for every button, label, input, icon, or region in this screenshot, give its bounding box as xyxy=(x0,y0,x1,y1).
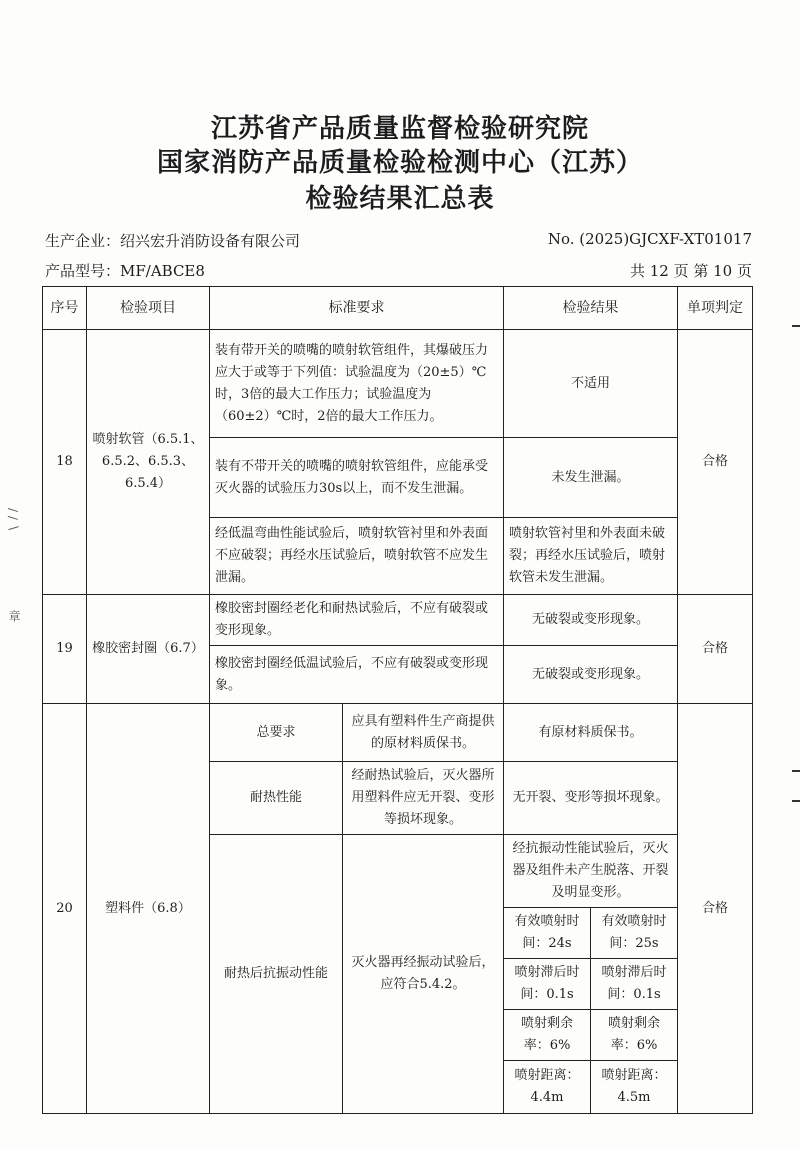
edge-mark xyxy=(792,325,800,327)
header-no: 序号 xyxy=(43,287,87,330)
institute-name: 江苏省产品质量监督检验研究院 xyxy=(210,114,589,144)
table-row xyxy=(43,595,753,646)
result: 有原材料质保书。 xyxy=(504,704,678,762)
table-header-row xyxy=(43,287,753,330)
requirement: 橡胶密封圈经老化和耐热试验后，不应有破裂或变形现象。 xyxy=(210,595,504,646)
row-number: 18 xyxy=(43,330,87,595)
result: 无破裂或变形现象。 xyxy=(504,595,678,646)
requirement: 灭火器再经振动试验后，应符合5.4.2。 xyxy=(343,835,504,1114)
measurement: 喷射滞后时间：0.1s xyxy=(504,959,591,1010)
requirement: 经耐热试验后，灭火器所用塑料件应无开裂、变形等损坏现象。 xyxy=(343,762,504,835)
result: 无开裂、变形等损坏现象。 xyxy=(504,762,678,835)
header-item: 检验项目 xyxy=(87,287,210,330)
result: 不适用 xyxy=(504,330,678,438)
header-result: 检验结果 xyxy=(504,287,678,330)
verdict: 合格 xyxy=(678,330,753,595)
page-indicator: 共 12 页 第 10 页 xyxy=(629,262,752,280)
table-row xyxy=(43,330,753,438)
test-item: 塑料件（6.8） xyxy=(87,704,210,1114)
requirement: 应具有塑料件生产商提供的原材料质保书。 xyxy=(343,704,504,762)
sub-item: 耐热性能 xyxy=(210,762,343,835)
measurement: 有效喷射时间：25s xyxy=(591,908,678,959)
row-number: 19 xyxy=(43,595,87,704)
table-row xyxy=(43,704,753,762)
sub-item: 总要求 xyxy=(210,704,343,762)
edge-mark xyxy=(792,770,800,772)
verdict: 合格 xyxy=(678,704,753,1114)
seal-fragment: 章 xyxy=(7,610,21,622)
binding-mark: / ∕ ∖ xyxy=(6,508,20,532)
measurement: 有效喷射时间：24s xyxy=(504,908,591,959)
sub-item: 耐热后抗振动性能 xyxy=(210,835,343,1114)
verdict: 合格 xyxy=(678,595,753,704)
measurement: 喷射剩余率：6% xyxy=(591,1010,678,1061)
header-verdict: 单项判定 xyxy=(678,287,753,330)
result: 无破裂或变形现象。 xyxy=(504,646,678,704)
result: 喷射软管衬里和外表面未破裂；再经水压试验后，喷射软管未发生泄漏。 xyxy=(504,518,678,595)
edge-mark xyxy=(792,800,800,802)
model-field: 产品型号：MF/ABCE8 xyxy=(45,262,205,280)
test-item: 橡胶密封圈（6.7） xyxy=(87,595,210,704)
requirement: 橡胶密封圈经低温试验后，不应有破裂或变形现象。 xyxy=(210,646,504,704)
measurement: 喷射距离：4.5m xyxy=(591,1061,678,1114)
requirement: 装有不带开关的喷嘴的喷射软管组件，应能承受灭火器的试验压力30s以上，而不发生泄漏。 xyxy=(210,438,504,518)
result: 未发生泄漏。 xyxy=(504,438,678,518)
test-item: 喷射软管（6.5.1、6.5.2、6.5.3、6.5.4） xyxy=(87,330,210,595)
company-field: 生产企业：绍兴宏升消防设备有限公司 xyxy=(45,232,301,250)
header-requirement: 标准要求 xyxy=(210,287,504,330)
measurement: 喷射剩余率：6% xyxy=(504,1010,591,1061)
report-number: No. (2025)GJCXF-XT01017 xyxy=(547,230,752,248)
requirement: 装有带开关的喷嘴的喷射软管组件，其爆破压力应大于或等于下列值：试验温度为（20±5）℃时，3倍的最大工作压力；试验温度为（60±2）℃时，2倍的最大工作压力。 xyxy=(210,330,504,438)
row-number: 20 xyxy=(43,704,87,1114)
measurement: 喷射滞后时间：0.1s xyxy=(591,959,678,1010)
requirement: 经低温弯曲性能试验后，喷射软管衬里和外表面不应破裂；再经水压试验后，喷射软管不应发生泄漏。 xyxy=(210,518,504,595)
center-name: 国家消防产品质量检验检测中心（江苏） xyxy=(156,148,643,178)
measurement: 喷射距离：4.4m xyxy=(504,1061,591,1114)
result: 经抗振动性能试验后，灭火器及组件未产生脱落、开裂及明显变形。 xyxy=(504,835,678,908)
results-table xyxy=(42,286,753,1114)
document-title: 检验结果汇总表 xyxy=(305,184,495,214)
